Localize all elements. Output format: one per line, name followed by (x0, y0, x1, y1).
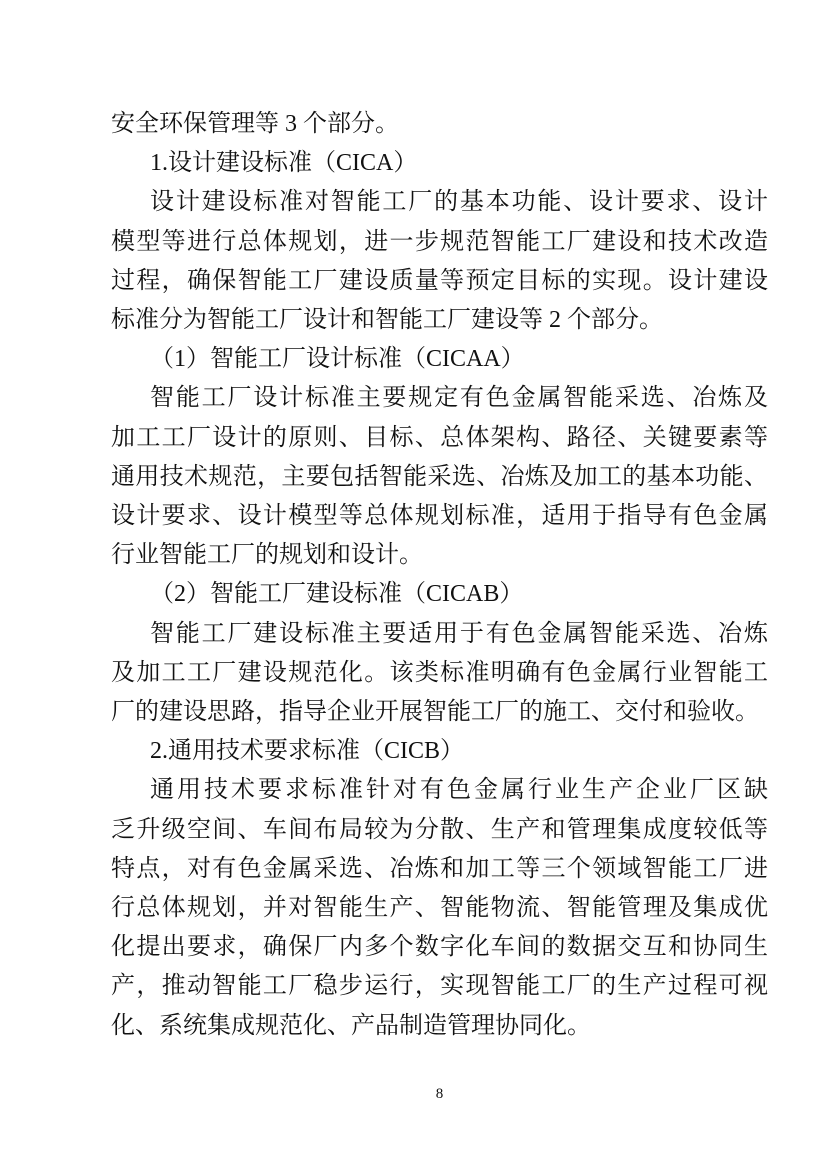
heading-paragraph (111, 144, 768, 183)
heading-paragraph (111, 340, 768, 379)
text-line: 1.设计建设标准（CICA） (150, 150, 418, 177)
text-line: 化提出要求，确保厂内多个数字化车间的数据交互和协同生 (111, 934, 768, 961)
text-line: 行总体规划，并对智能生产、智能物流、智能管理及集成优 (111, 895, 768, 922)
text-line: 智能工厂建设标准主要适用于有色金属智能采选、冶炼 (150, 620, 768, 647)
text-line: 通用技术要求标准针对有色金属行业生产企业厂区缺 (150, 777, 768, 804)
body-paragraph (111, 379, 768, 575)
text-line: （2）智能工厂建设标准（CICAB） (150, 581, 524, 608)
text-line: 产，推动智能工厂稳步运行，实现智能工厂的生产过程可视 (111, 973, 768, 1000)
text-line: 智能工厂设计标准主要规定有色金属智能采选、冶炼及 (150, 385, 768, 412)
text-line: 乏升级空间、车间布局较为分散、生产和管理集成度较低等 (111, 816, 768, 843)
page-number: 8 (435, 1086, 444, 1102)
heading-paragraph (111, 732, 768, 771)
text-line: 设计要求、设计模型等总体规划标准，适用于指导有色金属 (111, 503, 768, 530)
text-line: 通用技术规范，主要包括智能采选、冶炼及加工的基本功能、 (111, 463, 768, 490)
body-paragraph (111, 771, 768, 1045)
body-paragraph (111, 183, 768, 340)
body-paragraph (111, 105, 768, 144)
text-line: 过程，确保智能工厂建设质量等预定目标的实现。设计建设 (111, 267, 768, 294)
text-block (111, 105, 768, 1046)
body-paragraph (111, 615, 768, 733)
text-line: 行业智能工厂的规划和设计。 (111, 542, 423, 569)
text-line: 及加工工厂建设规范化。该类标准明确有色金属行业智能工 (111, 659, 768, 686)
text-line: 设计建设标准对智能工厂的基本功能、设计要求、设计 (150, 189, 768, 216)
text-line: （1）智能工厂设计标准（CICAA） (150, 346, 525, 373)
text-line: 安全环保管理等 3 个部分。 (111, 111, 399, 137)
text-line: 加工工厂设计的原则、目标、总体架构、路径、关键要素等 (111, 424, 768, 451)
text-line: 模型等进行总体规划，进一步规范智能工厂建设和技术改造 (111, 228, 768, 255)
text-line: 厂的建设思路，指导企业开展智能工厂的施工、交付和验收。 (111, 699, 759, 726)
text-line: 化、系统集成规范化、产品制造管理协同化。 (111, 1012, 591, 1039)
text-line: 特点，对有色金属采选、冶炼和加工等三个领域智能工厂进 (111, 855, 768, 882)
text-line: 2.通用技术要求标准（CICB） (150, 738, 465, 765)
page-footer (111, 1083, 768, 1105)
heading-paragraph (111, 575, 768, 614)
text-line: 标准分为智能工厂设计和智能工厂建设等 2 个部分。 (111, 307, 663, 334)
